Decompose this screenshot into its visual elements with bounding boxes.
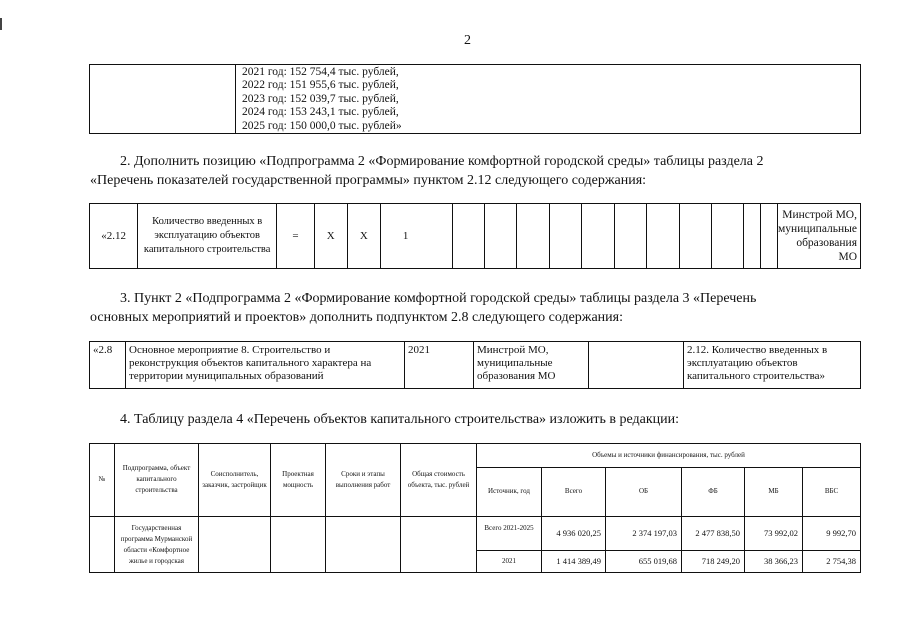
financing-line: 2025 год: 150 000,0 тыс. рублей» (242, 119, 402, 132)
header-cost: Общая стоимость объекта, тыс. рублей (401, 444, 477, 517)
page-number: 2 (464, 33, 471, 48)
indicator-col1: X (314, 204, 347, 269)
empty-cell (90, 65, 236, 134)
row-total: 4 936 020,25 (542, 516, 606, 550)
header-mb: МБ (745, 468, 803, 516)
indicator-cell (453, 204, 485, 269)
indicator-col3: 1 (380, 204, 452, 269)
indicator-col2: X (347, 204, 380, 269)
indicator-name: Количество введенных в эксплуатацию объектов капитального строительства (138, 204, 277, 269)
indicator-cell (744, 204, 761, 269)
paragraph-2-line2: «Перечень показателей государственной программы» пунктом 2.12 следующего содержания: (90, 173, 647, 188)
row-total: 1 414 389,49 (542, 550, 606, 572)
program-name: Государственная программа Мурманской области «Комфортное жилье и городская (115, 516, 199, 572)
indicator-cell (517, 204, 549, 269)
header-volumes: Объемы и источники финансирования, тыс. рублей (477, 444, 861, 468)
header-vbs: ВБС (803, 468, 861, 516)
measures-table (89, 341, 861, 389)
indicator-cell (582, 204, 614, 269)
indicator-cell (679, 204, 711, 269)
measure-result: 2.12. Количество введенных в эксплуатацию объектов капитального строительства» (684, 342, 861, 389)
row-fb: 2 477 838,50 (682, 516, 745, 550)
measure-name: Основное мероприятие 8. Строительство и реконструкция объектов капитального характера на территории муниципальных образований (126, 342, 405, 389)
header-source: Источник, год (477, 468, 542, 516)
row-source: 2021 (477, 550, 542, 572)
row-customer (199, 516, 271, 572)
paragraph-3-line1: 3. Пункт 2 «Подпрограмма 2 «Формирование комфортной городской среды» таблицы раздела 3 «Перечень (120, 291, 757, 306)
paragraph-4 (90, 410, 860, 429)
row-terms (326, 516, 401, 572)
measure-empty (589, 342, 684, 389)
financing-lines (236, 65, 861, 134)
row-ob: 2 374 197,03 (606, 516, 682, 550)
header-fb: ФБ (682, 468, 745, 516)
row-ob: 655 019,68 (606, 550, 682, 572)
indicator-cell (711, 204, 743, 269)
indicator-number: «2.12 (90, 204, 138, 269)
financing-table (89, 64, 861, 134)
row-source: Всего 2021-2025 (477, 516, 542, 550)
financing-line: 2022 год: 151 955,6 тыс. рублей, (242, 79, 399, 92)
paragraph-3 (90, 289, 860, 327)
indicator-cell (484, 204, 516, 269)
header-terms: Сроки и этапы выполнения работ (326, 444, 401, 517)
financing-line: 2023 год: 152 039,7 тыс. рублей, (242, 92, 399, 105)
financing-line: 2021 год: 152 754,4 тыс. рублей, (242, 66, 399, 78)
indicator-unit: = (277, 204, 315, 269)
measure-year: 2021 (405, 342, 474, 389)
indicator-cell (549, 204, 581, 269)
indicator-cell (761, 204, 778, 269)
indicators-table (89, 203, 861, 269)
paragraph-2 (90, 152, 860, 190)
indicator-cell (614, 204, 646, 269)
paragraph-2-line1: 2. Дополнить позицию «Подпрограмма 2 «Формирование комфортной городской среды» таблицы раздела 2 (120, 154, 764, 169)
header-total: Всего (542, 468, 606, 516)
header-program: Подпрограмма, объект капитального строительства (115, 444, 199, 517)
row-mb: 73 992,02 (745, 516, 803, 550)
header-num: № (90, 444, 115, 517)
paragraph-4-text: 4. Таблицу раздела 4 «Перечень объектов капитального строительства» изложить в редакции: (120, 412, 680, 427)
row-capacity (271, 516, 326, 572)
capital-objects-table (89, 443, 861, 573)
row-fb: 718 249,20 (682, 550, 745, 572)
row-cost (401, 516, 477, 572)
measure-number: «2.8 (90, 342, 126, 389)
financing-line: 2024 год: 153 243,1 тыс. рублей, (242, 106, 399, 119)
measure-responsible: Минстрой МО, муниципальные образования МО (474, 342, 589, 389)
row-vbs: 9 992,70 (803, 516, 861, 550)
header-ob: ОБ (606, 468, 682, 516)
row-num (90, 516, 115, 572)
margin-mark (0, 18, 2, 30)
row-vbs: 2 754,38 (803, 550, 861, 572)
indicator-cell (647, 204, 679, 269)
row-mb: 38 366,23 (745, 550, 803, 572)
paragraph-3-line2: основных мероприятий и проектов» дополнить подпунктом 2.8 следующего содержания: (90, 310, 623, 325)
header-customer: Соисполнитель, заказчик, застройщик (199, 444, 271, 517)
header-capacity: Проектная мощность (271, 444, 326, 517)
indicator-responsible: Минстрой МО, муниципальные образования МО (778, 204, 861, 269)
